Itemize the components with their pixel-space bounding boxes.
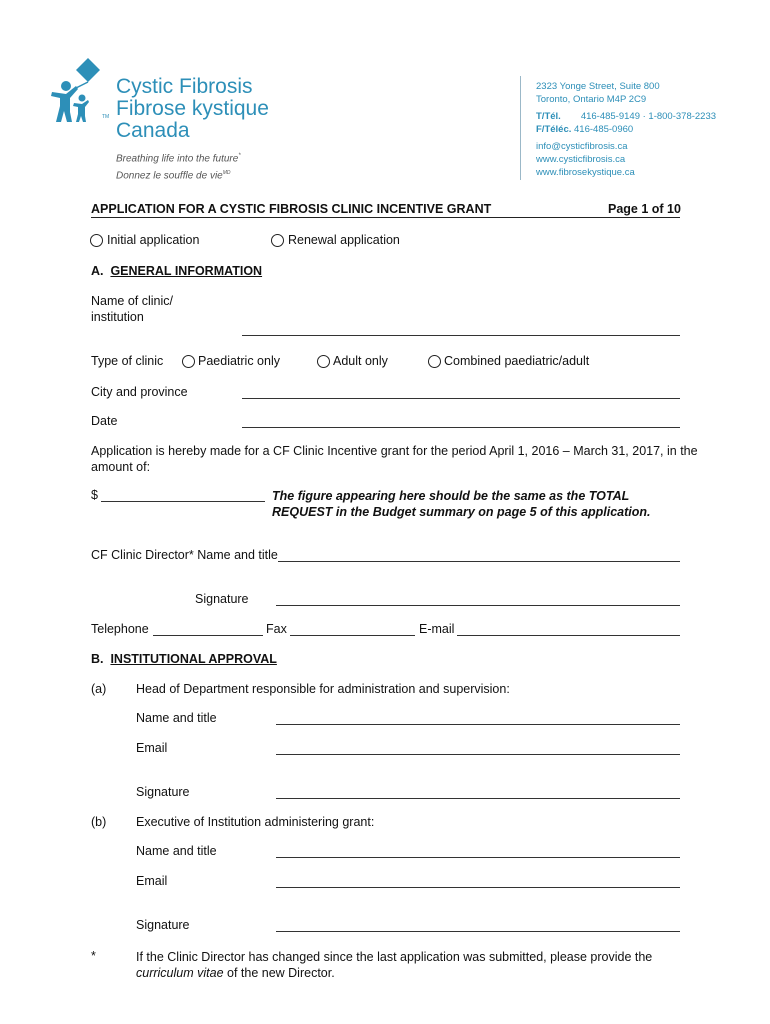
address-line-1: 2323 Yonge Street, Suite 800 xyxy=(536,81,660,92)
clinic-name-label-line1: Name of clinic/ xyxy=(91,294,173,308)
section-a-title: GENERAL INFORMATION xyxy=(110,264,263,278)
head-email-field[interactable] xyxy=(276,754,680,755)
org-country: Canada xyxy=(116,119,190,142)
footnote-line1: If the Clinic Director has changed since the last application was submitted, please provide the xyxy=(136,950,653,964)
tagline-en-text: Breathing life into the future xyxy=(116,153,239,165)
head-name-title-label: Name and title xyxy=(136,711,217,725)
city-province-label: City and province xyxy=(91,385,188,399)
exec-signature-field[interactable] xyxy=(276,931,680,932)
tagline-fr-mark: MD xyxy=(222,170,231,176)
combined-label: Combined paediatric/adult xyxy=(444,354,590,368)
telephone-label: Telephone xyxy=(91,622,149,636)
clinic-name-label xyxy=(91,293,173,325)
fax-value: 416-485-0960 xyxy=(574,124,634,135)
item-a-text: Head of Department responsible for administration and supervision: xyxy=(136,682,510,696)
section-b-heading xyxy=(91,652,277,666)
section-a-heading xyxy=(91,264,262,278)
footnote-text xyxy=(136,949,652,981)
date-label: Date xyxy=(91,414,118,428)
director-name-field[interactable] xyxy=(278,561,680,562)
combined-radio[interactable] xyxy=(428,355,441,368)
section-b-title: INSTITUTIONAL APPROVAL xyxy=(110,652,277,666)
section-a-letter: A. xyxy=(91,264,104,278)
director-signature-label: Signature xyxy=(195,592,249,606)
head-signature-label: Signature xyxy=(136,785,190,799)
dollar-sign: $ xyxy=(91,488,98,502)
section-b-letter: B. xyxy=(91,652,104,666)
org-name-fr: Fibrose kystique xyxy=(116,97,269,120)
adult-only-radio[interactable] xyxy=(317,355,330,368)
exec-name-title-label: Name and title xyxy=(136,844,217,858)
contact-block xyxy=(536,80,716,179)
exec-signature-label: Signature xyxy=(136,918,190,932)
email-link[interactable]: info@cysticfibrosis.ca xyxy=(536,141,628,152)
total-request-note xyxy=(272,488,651,520)
tagline-en xyxy=(116,153,241,164)
website-link-fr[interactable]: www.fibrosekystique.ca xyxy=(536,167,635,178)
clinic-name-label-line2: institution xyxy=(91,310,144,324)
adult-only-label: Adult only xyxy=(333,354,388,368)
renewal-application-label: Renewal application xyxy=(288,233,400,247)
fax-field[interactable] xyxy=(290,635,415,636)
telephone-line xyxy=(536,110,716,123)
form-title: APPLICATION FOR A CYSTIC FIBROSIS CLINIC INCENTIVE GRANT xyxy=(91,202,492,216)
director-name-label: CF Clinic Director* Name and title xyxy=(91,548,278,562)
application-statement-line2: amount of: xyxy=(91,460,151,474)
tel-value: 416-485-9149 · 1-800-378-2233 xyxy=(580,111,717,122)
total-request-note-line2: REQUEST in the Budget summary on page 5 of this application. xyxy=(272,505,651,519)
head-signature-field[interactable] xyxy=(276,798,680,799)
application-statement-line1: Application is hereby made for a CF Clinic Incentive grant for the period April 1, 2016 – March 31, 2017, in the xyxy=(91,444,698,458)
item-a-marker: (a) xyxy=(91,682,107,696)
renewal-application-radio[interactable] xyxy=(271,234,284,247)
date-field[interactable] xyxy=(242,427,680,428)
tel-label: T/Tél. xyxy=(536,111,561,122)
page-number: Page 1 of 10 xyxy=(608,202,681,216)
website-link-en[interactable]: www.cysticfibrosis.ca xyxy=(536,154,626,165)
tagline-en-mark: * xyxy=(238,153,241,159)
total-request-note-line1: The figure appearing here should be the same as the TOTAL xyxy=(272,489,630,503)
clinic-name-field[interactable] xyxy=(242,335,680,336)
exec-email-field[interactable] xyxy=(276,887,680,888)
initial-application-label: Initial application xyxy=(107,233,200,247)
trademark-mark: TM xyxy=(102,114,110,120)
amount-field[interactable] xyxy=(101,501,265,502)
org-name-en: Cystic Fibrosis xyxy=(116,75,253,98)
tagline-fr xyxy=(116,170,231,181)
tagline-fr-text: Donnez le souffle de vie xyxy=(116,170,223,182)
exec-email-label: Email xyxy=(136,874,168,888)
exec-name-title-field[interactable] xyxy=(276,857,680,858)
initial-application-radio[interactable] xyxy=(90,234,103,247)
telephone-field[interactable] xyxy=(153,635,263,636)
head-email-label: Email xyxy=(136,741,168,755)
footnote-line2 xyxy=(136,965,652,981)
address-line-2: Toronto, Ontario M4P 2C9 xyxy=(536,94,647,105)
email-field[interactable] xyxy=(457,635,680,636)
clinic-type-label: Type of clinic xyxy=(91,354,164,368)
item-b-text: Executive of Institution administering grant: xyxy=(136,815,375,829)
footnote-cv-italic: curriculum vitae xyxy=(136,966,224,980)
paediatric-only-radio[interactable] xyxy=(182,355,195,368)
fax-line xyxy=(536,123,716,136)
footnote-marker: * xyxy=(91,949,96,963)
paediatric-only-label: Paediatric only xyxy=(198,354,280,368)
city-province-field[interactable] xyxy=(242,398,680,399)
contact-divider xyxy=(520,76,521,180)
email-label: E-mail xyxy=(419,622,455,636)
header-rule xyxy=(91,217,680,218)
director-signature-field[interactable] xyxy=(276,605,680,606)
application-statement xyxy=(91,443,698,475)
footnote-cv-rest: of the new Director. xyxy=(223,966,335,980)
item-b-marker: (b) xyxy=(91,815,107,829)
fax-label: F/Téléc. xyxy=(536,124,572,135)
fax-label: Fax xyxy=(266,622,287,636)
head-name-title-field[interactable] xyxy=(276,724,680,725)
